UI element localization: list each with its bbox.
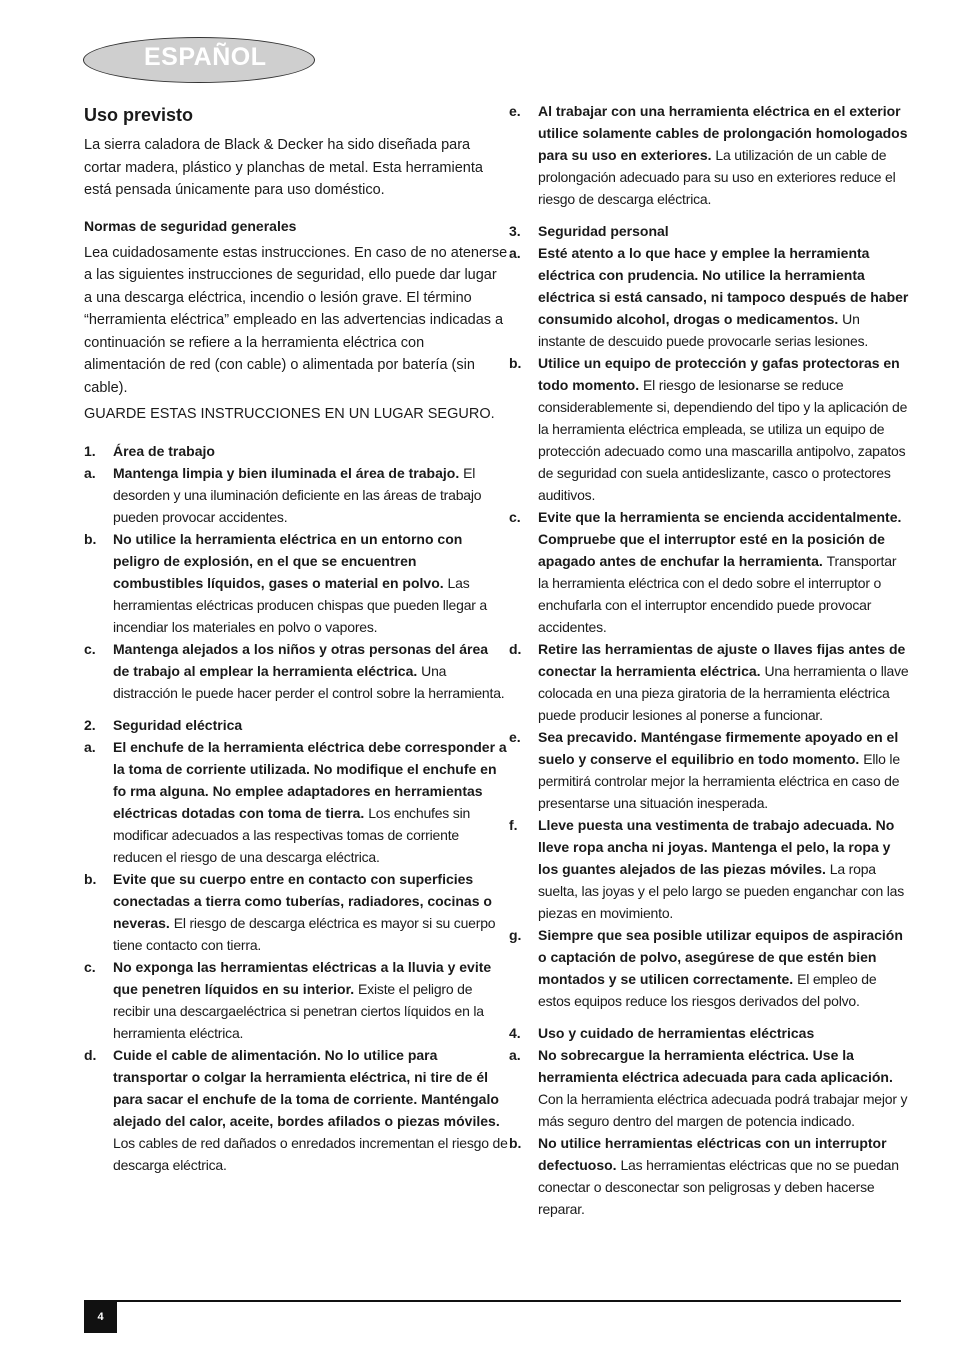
- list-item: d. Cuide el cable de alimentación. No lo utilice para transportar o colgar la herramienta eléctrica, ni tire de él para sacar el enchufe de la toma de corriente. Manténgalo alejado del calor, aceite, bordes afilados o piezas móviles. Los cables de red dañados o enredados incrementan el riesgo de descarga eléctrica.: [84, 1046, 508, 1173]
- list-item: c. Evite que la herramienta se encienda accidentalmente. Compruebe que el interruptor esté en la posición de apagado antes de enchufar la herramienta. Transportar la herramienta eléctrica con el dedo sobre el interruptor o enchufarla con el interruptor encendido puede provocar accidentes.: [509, 509, 902, 635]
- list-item: d. Retire las herramientas de ajuste o llaves fijas antes de conectar la herramienta eléctrica. Una herramienta o llave colocada en una pieza giratoria de la herramienta eléctrica puede producir lesiones al ponerse a funcionar.: [509, 641, 909, 723]
- section-tool-use-care: 4. Uso y cuidado de herramientas eléctricas: [509, 1025, 815, 1041]
- page-number: 4: [84, 1301, 117, 1333]
- list-item: c. No exponga las herramientas eléctricas a la lluvia y evite que penetren líquidos en su interior. Existe el peligro de recibir una descargaeléctrica si penetran ciertos líquidos en la herramienta eléctrica.: [84, 958, 492, 1041]
- list-item: b. No utilice herramientas eléctricas con un interruptor defectuoso. Las herramientas eléctricas que no se puedan conectar o desconectar son peligrosas y deben hacerse reparar.: [509, 1135, 899, 1217]
- list-item: a. El enchufe de la herramienta eléctrica debe corresponder a la toma de corriente utilizada. No modifique el enchufe en fo rma alguna. No emplee adaptadores en herramientas eléctricas dotadas con toma de tierra. Los enchufes sin modificar adecuados a las respectivas tomas de corriente reducen el riesgo de una descarga eléctrica.: [84, 738, 507, 865]
- section-title-intended-use: Uso previsto: [84, 105, 194, 125]
- save-instructions-text: GUARDE ESTAS INSTRUCCIONES EN UN LUGAR SEGURO.: [84, 406, 495, 422]
- section-personal-safety: 3. Seguridad personal: [509, 223, 669, 239]
- section-work-area: 1. Área de trabajo: [84, 442, 215, 459]
- intended-use-text: La sierra caladora de Black & Decker ha sido diseñada para cortar madera, plástico y planchas de metal. Esta herramienta está pensada únicamente para uso doméstico.: [84, 137, 483, 198]
- list-item: g. Siempre que sea posible utilizar equipos de aspiración o captación de polvo, asegúrese de que estén bien montados y se utilicen correctamente. El empleo de estos equipos reduce los riesgos derivados del polvo.: [509, 927, 903, 1009]
- right-column: [509, 100, 909, 1220]
- left-column: [84, 100, 508, 1176]
- list-item: a. Mantenga limpia y bien iluminada el área de trabajo. El desorden y una iluminación deficiente en las áreas de trabajo pueden provocar accidentes.: [84, 464, 482, 525]
- list-item: b. No utilice la herramienta eléctrica en un entorno con peligro de explosión, en el que se encuentren combustibles líquidos, gases o material en polvo. Las herramientas eléctricas producen chispas que pueden llegar a incendiar los materiales en polvo o vapores.: [84, 530, 488, 635]
- list-item: b. Evite que su cuerpo entre en contacto con superficies conectadas a tierra como tuberías, radiadores, cocinas o neveras. El riesgo de descarga eléctrica es mayor si su cuerpo tiene contacto con tierra.: [84, 870, 496, 953]
- general-safety-title: Normas de seguridad generales: [84, 217, 297, 234]
- language-label: ESPAÑOL: [144, 43, 267, 71]
- general-safety-text: Lea cuidadosamente estas instrucciones. En caso de no atenerse a las siguientes instrucciones de seguridad, ello puede dar lugar a una descarga eléctrica, incendio o lesión grave. El término “herramienta eléctrica” empleado en las advertencias indicadas a continuación se refiere a la herramienta eléctrica con alimentación de red (con cable) o alimentada por batería (sin cable).: [84, 244, 508, 396]
- footer-divider: [84, 1300, 901, 1302]
- section-electrical-safety: 2. Seguridad eléctrica: [84, 716, 243, 733]
- list-item: a. No sobrecargue la herramienta eléctrica. Use la herramienta eléctrica adecuada para cada aplicación. Con la herramienta eléctrica adecuada podrá trabajar mejor y más seguro dentro del margen de potencia indicado.: [509, 1047, 908, 1129]
- list-item: e. Sea precavido. Manténgase firmemente apoyado en el suelo y conserve el equilibrio en todo momento. Ello le permitirá controlar mejor la herramienta eléctrica en caso de presentarse una situación inesperada.: [509, 729, 900, 811]
- list-item: f. Lleve puesta una vestimenta de trabajo adecuada. No lleve ropa ancha ni joyas. Mantenga el pelo, la ropa y los guantes alejados de las piezas móviles. La ropa suelta, las joyas y el pelo largo se pueden enganchar con las piezas en movimiento.: [509, 817, 905, 921]
- list-item: e. Al trabajar con una herramienta eléctrica en el exterior utilice solamente cables de prolongación homologados para su uso en exteriores. La utilización de un cable de prolongación adecuado para su uso en exteriores reduce el riesgo de descarga eléctrica.: [509, 103, 908, 207]
- language-badge: [83, 37, 315, 83]
- list-item: b. Utilice un equipo de protección y gafas protectoras en todo momento. El riesgo de lesionarse se reduce considerablemente si, dependiendo del tipo y la aplicación de la herramienta eléctrica empleada, se utiliza un equipo de protección adecuado como una mascarilla antipolvo, zapatos de seguridad con suela antideslizante, casco o protectores auditivos.: [509, 355, 908, 503]
- list-item: a. Esté atento a lo que hace y emplee la herramienta eléctrica con prudencia. No utilice la herramienta eléctrica si está cansado, ni tampoco después de haber consumido alcohol, drogas o medicamentos. Un instante de descuido puede provocarle serias lesiones.: [509, 245, 909, 349]
- list-item: c. Mantenga alejados a los niños y otras personas del área de trabajo al emplear la herramienta eléctrica. Una distracción le puede hacer perder el control sobre la herramienta.: [84, 640, 505, 701]
